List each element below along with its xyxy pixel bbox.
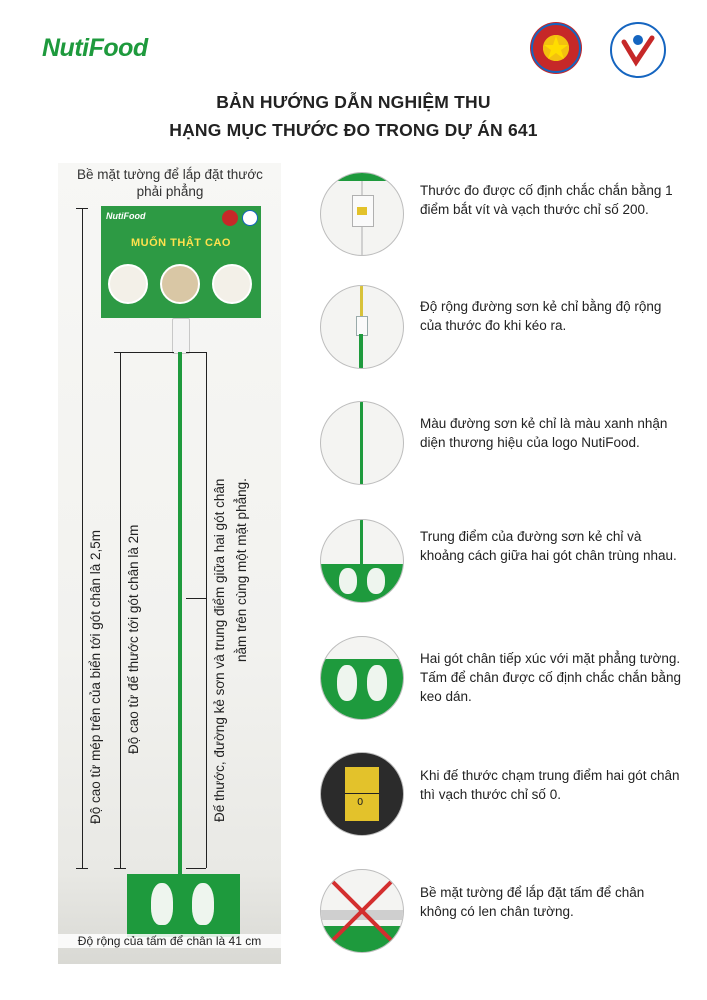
heel-midpoint-photo — [320, 519, 404, 603]
sign-emblem-icon — [222, 210, 238, 226]
nutifood-logo: NutiFood — [42, 34, 148, 62]
mat-width-note: Độ rộng của tấm để chân là 41 cm — [58, 934, 281, 948]
height-2-5m-label: Độ cao từ mép trên của biển tới gót chân là 2,5m — [88, 529, 103, 824]
dimension-tick — [186, 598, 206, 599]
plane-bracket-line — [206, 352, 207, 868]
plane-alignment-label-line-1: Đế thước, đường kẻ sơn và trung điểm giữa hai gót chân — [212, 478, 227, 822]
check-item-4-text: Trung điểm của đường sơn kẻ chỉ và khoảng cách giữa hai gót chân trùng nhau. — [420, 529, 677, 563]
no-skirting-photo — [320, 869, 404, 953]
zero-mark-photo — [320, 752, 404, 836]
check-item-7-text: Bề mặt tường để lắp đặt tấm để chân không có len chân tường. — [420, 885, 645, 919]
sign-brand: NutiFood — [106, 211, 146, 221]
check-item-5-text: Hai gót chân tiếp xúc với mặt phẳng tường. Tấm để chân được cố định chắc chắn bằng keo dán. — [420, 651, 682, 704]
tape-fixing-photo — [320, 172, 404, 256]
measuring-tape-housing — [172, 318, 190, 354]
sign-emblem-icon — [242, 210, 258, 226]
line-width-photo — [320, 285, 404, 369]
heel-contact-photo — [320, 636, 404, 720]
child-illustration-icon — [108, 264, 148, 304]
ministry-emblem-icon — [530, 22, 582, 74]
plane-alignment-label-line-2: nằm trên cùng một mặt phẳng. — [234, 478, 249, 662]
page-title-line-2: HẠNG MỤC THƯỚC ĐO TRONG DỰ ÁN 641 — [169, 120, 538, 140]
dimension-tick — [76, 868, 88, 869]
dimension-tick — [114, 352, 174, 353]
height-2m-label: Độ cao từ đế thước tới gót chân là 2m — [126, 524, 141, 754]
check-item-1-text: Thước đo được cố định chắc chắn bằng 1 điểm bắt vít và vạch thước chỉ số 200. — [420, 183, 673, 217]
cross-mark-icon — [321, 870, 403, 952]
sleep-illustration-icon — [160, 264, 200, 304]
dimension-tick — [186, 868, 206, 869]
check-item-3-text: Màu đường sơn kẻ chỉ là màu xanh nhận diện thương hiệu của logo NutiFood. — [420, 416, 668, 450]
line-color-photo — [320, 401, 404, 485]
right-foot-icon — [192, 883, 214, 925]
exercise-illustration-icon — [212, 264, 252, 304]
institute-emblem-icon — [610, 22, 666, 78]
dimension-tick — [76, 208, 88, 209]
painted-guide-line — [178, 352, 182, 874]
dimension-tick — [114, 868, 126, 869]
dimension-tick — [186, 352, 206, 353]
dimension-line-2m — [120, 352, 121, 868]
foot-mat — [127, 874, 240, 937]
sign-title: MUỐN THẬT CAO — [131, 237, 231, 249]
svg-text:0: 0 — [357, 797, 364, 808]
check-item-6-text: Khi đế thước chạm trung điểm hai gót chân thì vạch thước chỉ số 0. — [420, 768, 680, 802]
dimension-line-2-5m — [82, 208, 83, 868]
check-item-2-text: Độ rộng đường sơn kẻ chỉ bằng độ rộng của thước đo khi kéo ra. — [420, 299, 662, 333]
wall-surface-note: Bề mặt tường để lắp đặt thước phải phẳng — [77, 167, 263, 199]
page-title-line-1: BẢN HƯỚNG DẪN NGHIỆM THU — [216, 92, 491, 112]
left-foot-icon — [151, 883, 173, 925]
